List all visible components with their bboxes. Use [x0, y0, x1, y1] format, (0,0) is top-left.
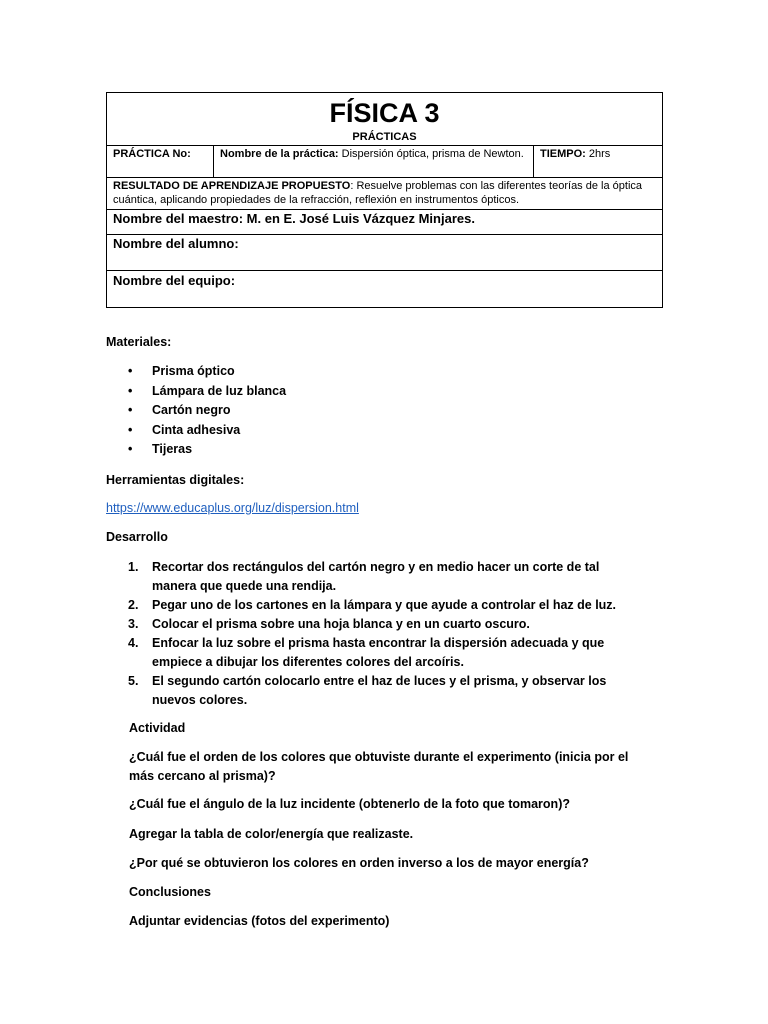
- practice-header-table: [106, 92, 663, 308]
- step-text: Enfocar la luz sobre el prisma hasta encontrar la dispersión adecuada y que empiece a dibujar los diferentes colores del arcoíris.: [152, 636, 605, 669]
- list-item: • Cartón negro: [106, 401, 286, 421]
- nombre-practica-value: Dispersión óptica, prisma de Newton.: [338, 148, 524, 160]
- educaplus-link[interactable]: https://www.educaplus.org/luz/dispersion.html: [106, 501, 359, 515]
- equipo-label: Nombre del equipo:: [113, 273, 236, 288]
- step-text: Pegar uno de los cartones en la lámpara y que ayude a controlar el haz de luz.: [152, 598, 617, 612]
- list-item: [106, 634, 646, 672]
- maestro-value: M. en E. José Luis Vázquez Minjares.: [243, 211, 475, 226]
- list-item: • Lámpara de luz blanca: [106, 382, 286, 402]
- question-3: Agregar la tabla de color/energía que realizaste.: [129, 827, 414, 841]
- materiales-list: [106, 362, 286, 460]
- maestro-cell: [107, 210, 663, 235]
- conclusiones-heading: Conclusiones: [129, 885, 211, 899]
- actividad-heading: Actividad: [129, 721, 186, 735]
- list-item: [106, 672, 646, 710]
- tiempo-value: 2hrs: [585, 148, 611, 160]
- question-2: ¿Cuál fue el ángulo de la luz incidente (obtenerlo de la foto que tomaron)?: [129, 797, 570, 811]
- step-text: El segundo cartón colocarlo entre el haz de luces y el prisma, y observar los nuevos colores.: [152, 674, 607, 707]
- nombre-practica-label: Nombre de la práctica:: [220, 148, 339, 160]
- title-cell: [107, 93, 663, 146]
- practica-no-label: PRÁCTICA No:: [113, 148, 191, 160]
- practica-no-cell: [107, 146, 214, 178]
- desarrollo-heading: Desarrollo: [106, 530, 168, 544]
- list-item: [106, 558, 646, 596]
- materiales-heading: Materiales:: [106, 335, 172, 349]
- page-title: FÍSICA 3: [329, 98, 440, 128]
- list-item: [106, 615, 646, 634]
- list-item: • Prisma óptico: [106, 362, 286, 382]
- step-number: 2.: [128, 598, 139, 612]
- list-item: [106, 596, 646, 615]
- question-1: ¿Cuál fue el orden de los colores que obtuviste durante el experimento (inicia por el más cercano al prisma)?: [129, 750, 629, 783]
- alumno-cell: [107, 235, 663, 271]
- resultado-value: : Resuelve problemas con las diferentes teorías de la óptica cuántica, aplicando propiedades de la refracción, reflexión en instrumentos ópticos.: [113, 180, 643, 206]
- alumno-label: Nombre del alumno:: [113, 236, 239, 251]
- list-item: • Tijeras: [106, 440, 286, 460]
- herramientas-heading: Herramientas digitales:: [106, 473, 245, 487]
- step-number: 5.: [128, 674, 139, 688]
- equipo-cell: [107, 271, 663, 308]
- page-subtitle: PRÁCTICAS: [352, 131, 417, 143]
- tiempo-label: TIEMPO:: [540, 148, 586, 160]
- maestro-label: Nombre del maestro:: [113, 211, 244, 226]
- step-number: 3.: [128, 617, 139, 631]
- resultado-label: RESULTADO DE APRENDIZAJE PROPUESTO: [113, 180, 351, 192]
- adjuntar-evidencias: Adjuntar evidencias (fotos del experimento): [129, 914, 390, 928]
- step-text: Colocar el prisma sobre una hoja blanca y en un cuarto oscuro.: [152, 617, 530, 631]
- nombre-practica-cell: [214, 146, 534, 178]
- list-item: • Cinta adhesiva: [106, 421, 286, 441]
- step-text: Recortar dos rectángulos del cartón negro y en medio hacer un corte de tal manera que quede una rendija.: [152, 560, 600, 593]
- question-4: ¿Por qué se obtuvieron los colores en orden inverso a los de mayor energía?: [129, 856, 589, 870]
- step-number: 4.: [128, 636, 139, 650]
- resultado-cell: [107, 178, 663, 210]
- tiempo-cell: [534, 146, 663, 178]
- step-number: 1.: [128, 560, 139, 574]
- desarrollo-steps: [106, 558, 646, 710]
